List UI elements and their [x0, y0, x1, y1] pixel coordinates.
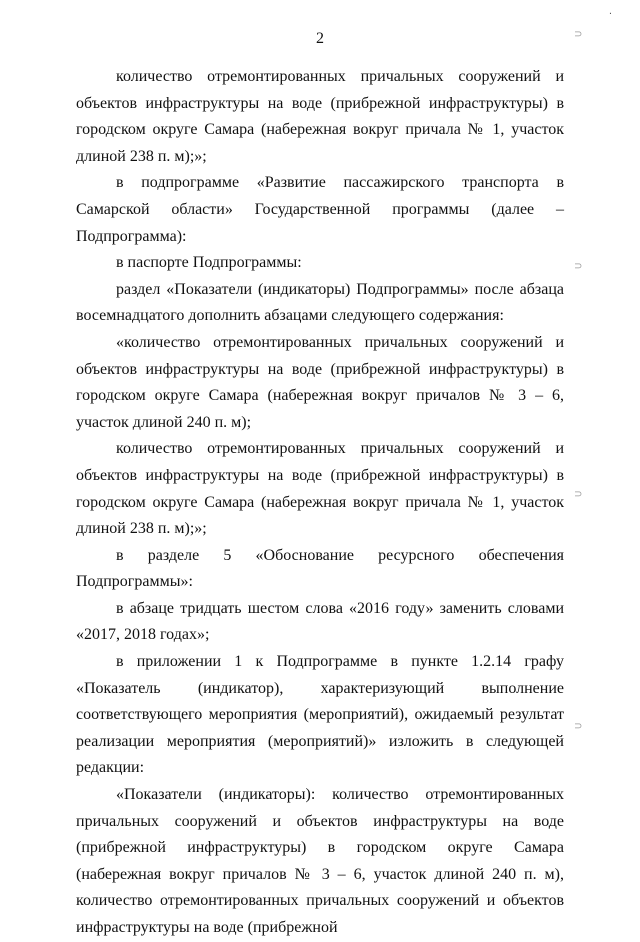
paragraph: в приложении 1 к Подпрограмме в пункте 1.2.14 графу «Показатель (индикатор), характеризующий выполнение соответствующего мероприятия (мероприятий), ожидаемый результат реализации мероприятия (мероприятий)» изложить в следующей редакции: — [76, 653, 564, 777]
paragraph: «количество отремонтированных причальных сооружений и объектов инфраструктуры на воде (прибрежной инфраструктуры) в городском округе Самара (набережная вокруг причалов № 3 – 6, участок длиной 240 п. м); — [76, 333, 564, 431]
paragraph: в разделе 5 «Обоснование ресурсного обеспечения Подпрограммы»: — [76, 546, 564, 591]
paragraph: количество отремонтированных причальных сооружений и объектов инфраструктуры на воде (прибрежной инфраструктуры) в городском округе Самара (набережная вокруг причала № 1, участок длиной 238 п. м);»; — [76, 440, 564, 538]
margin-stamp-icon: ⊃ — [574, 721, 583, 732]
paragraph: в подпрограмме «Развитие пассажирского транспорта в Самарской области» Государственной программы (далее – Подпрограмма): — [76, 174, 564, 245]
margin-stamp-icon: ⊃ — [574, 261, 583, 272]
paragraph: «Показатели (индикаторы): количество отремонтированных причальных сооружений и объектов инфраструктуры на воде (прибрежной инфраструктуры) в городском округе Самара (набережная вокруг причалов № 3 – 6, участок длиной 240 п. м), количество отремонтированных причальных сооружений и объектов инфраструктуры на воде (прибрежной — [76, 786, 564, 936]
scan-dot-mark: · — [608, 9, 612, 20]
page-number: 2 — [316, 30, 324, 47]
paragraph: раздел «Показатели (индикаторы) Подпрограммы» после абзаца восемнадцатого дополнить абзацами следующего содержания: — [76, 280, 564, 325]
paragraph: в абзаце тридцать шестом слова «2016 году» заменить словами «2017, 2018 годах»; — [76, 599, 564, 644]
margin-stamp-icon: ⊃ — [574, 489, 583, 500]
paragraph: в паспорте Подпрограммы: — [116, 254, 302, 272]
margin-stamp-icon: ⊃ — [574, 29, 583, 40]
paragraph: количество отремонтированных причальных сооружений и объектов инфраструктуры на воде (прибрежной инфраструктуры) в городском округе Самара (набережная вокруг причала № 1, участок длиной 238 п. м);»; — [76, 68, 564, 165]
document-body — [76, 64, 564, 942]
